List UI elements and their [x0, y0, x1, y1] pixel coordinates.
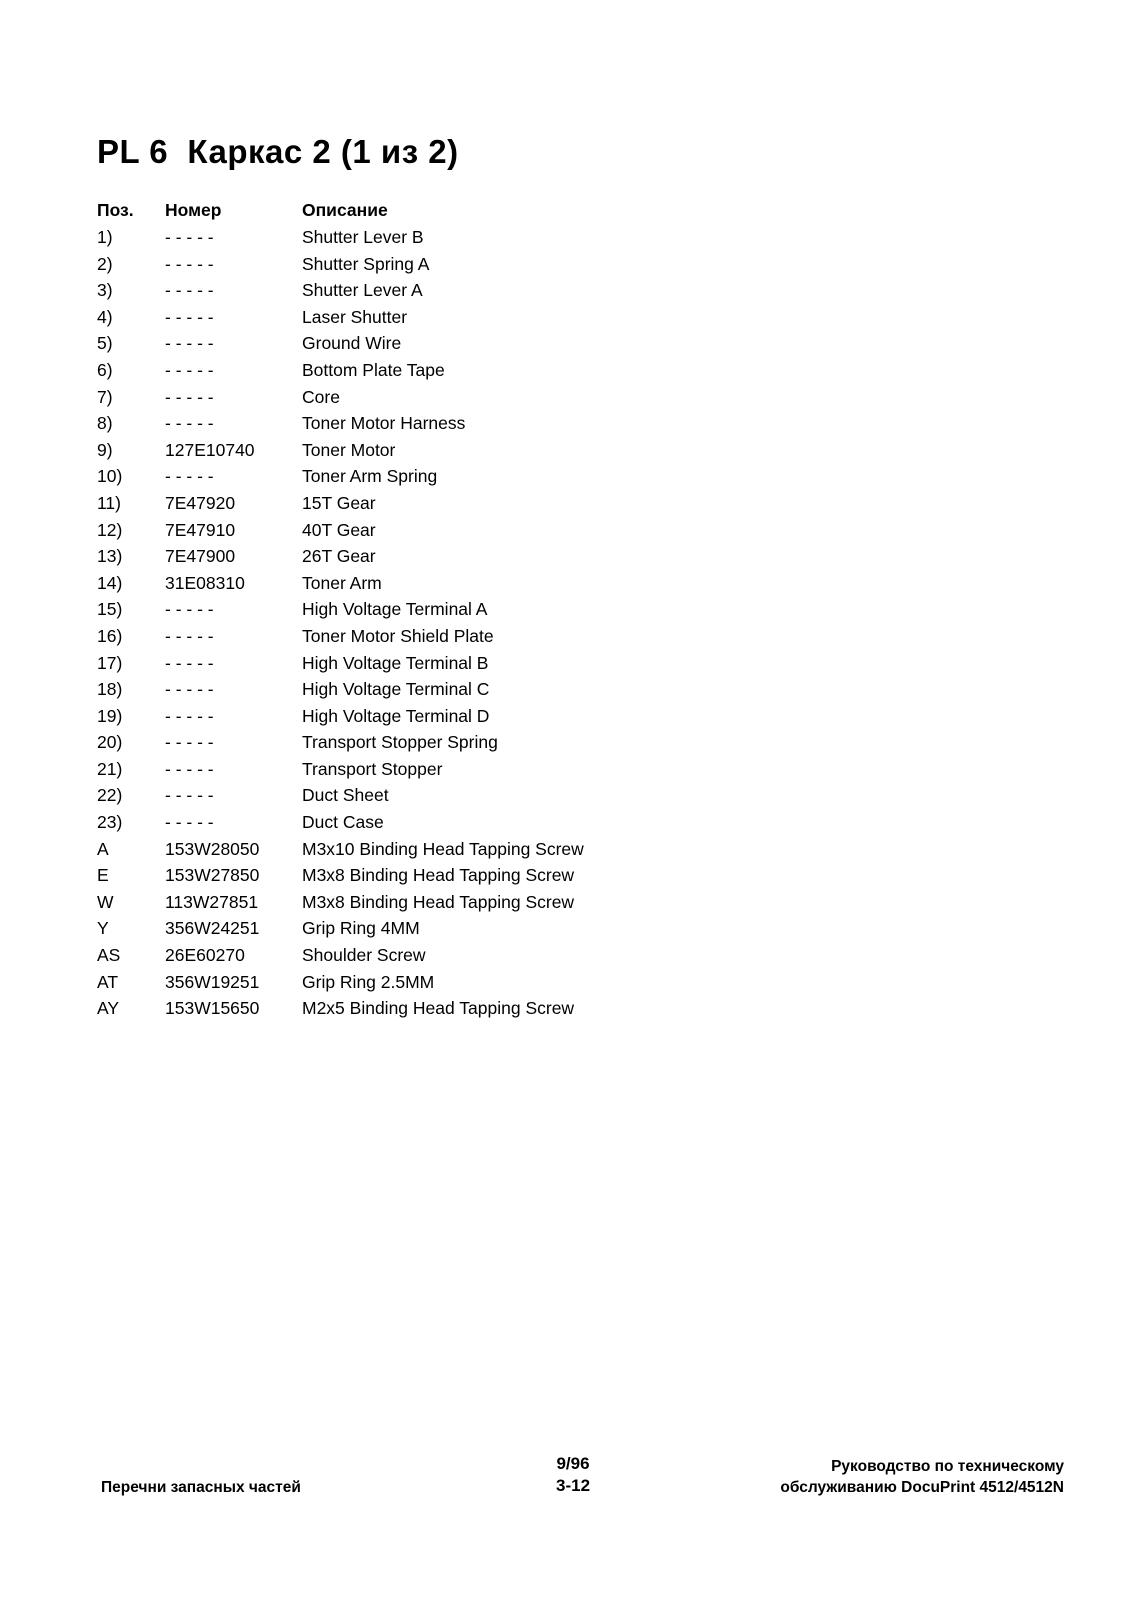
row-pos: 6) — [97, 359, 113, 380]
table-row — [97, 703, 662, 730]
row-pos: AY — [97, 998, 120, 1019]
row-part-number: - - - - - — [165, 625, 214, 646]
row-pos: E — [97, 865, 109, 886]
parts-table — [97, 197, 662, 1022]
row-description: M3x10 Binding Head Tapping Screw — [302, 838, 584, 859]
row-pos: 5) — [97, 333, 113, 354]
row-part-number: - - - - - — [165, 599, 214, 620]
footer-manual-title — [780, 1456, 1064, 1498]
row-part-number: 113W27851 — [165, 891, 259, 912]
row-description: 40T Gear — [302, 519, 376, 540]
row-description: Shoulder Screw — [302, 945, 426, 966]
row-part-number: 127E10740 — [165, 439, 255, 460]
table-row — [97, 384, 662, 411]
table-row — [97, 596, 662, 623]
row-part-number: - - - - - — [165, 280, 214, 301]
row-pos: 15) — [97, 599, 123, 620]
row-description: Duct Sheet — [302, 785, 389, 806]
table-row — [97, 224, 662, 251]
row-part-number: - - - - - — [165, 413, 214, 434]
row-part-number: - - - - - — [165, 732, 214, 753]
row-description: Shutter Lever A — [302, 280, 423, 301]
row-description: 15T Gear — [302, 492, 376, 513]
row-part-number: - - - - - — [165, 679, 214, 700]
table-row — [97, 410, 662, 437]
row-description: Transport Stopper — [302, 758, 443, 779]
row-pos: A — [97, 838, 109, 859]
table-row — [97, 543, 662, 570]
row-description: Toner Motor Harness — [302, 413, 466, 434]
row-description: High Voltage Terminal C — [302, 679, 490, 700]
row-description: Shutter Lever B — [302, 227, 424, 247]
row-pos: 10) — [97, 466, 123, 487]
header-pos: Поз. — [97, 200, 134, 221]
row-description: 26T Gear — [302, 546, 376, 567]
table-row — [97, 437, 662, 464]
row-part-number: 153W15650 — [165, 998, 260, 1019]
header-description: Описание — [302, 200, 388, 221]
row-pos: 2) — [97, 253, 113, 274]
row-description: Shutter Spring A — [302, 253, 430, 274]
table-row — [97, 995, 662, 1022]
row-description: High Voltage Terminal A — [302, 599, 488, 620]
row-part-number: 7E47900 — [165, 546, 236, 567]
table-row — [97, 463, 662, 490]
row-part-number: 7E47910 — [165, 519, 236, 540]
row-pos: 3) — [97, 280, 113, 301]
row-pos: 12) — [97, 519, 123, 540]
header-number: Номер — [165, 200, 222, 221]
table-row — [97, 330, 662, 357]
table-header-row — [97, 197, 662, 224]
row-part-number: - - - - - — [165, 386, 214, 407]
row-description: High Voltage Terminal D — [302, 705, 490, 726]
table-row — [97, 729, 662, 756]
table-row — [97, 676, 662, 703]
row-description: Toner Motor Shield Plate — [302, 625, 494, 646]
row-description: Duct Case — [302, 812, 384, 833]
table-row — [97, 836, 662, 863]
row-description: Toner Arm Spring — [302, 466, 438, 487]
row-description: Grip Ring 4MM — [302, 918, 420, 939]
row-part-number: 31E08310 — [165, 572, 245, 593]
footer-date: 9/96 — [556, 1454, 590, 1473]
row-description: M2x5 Binding Head Tapping Screw — [302, 998, 575, 1019]
row-part-number: - - - - - — [165, 785, 214, 806]
row-pos: Y — [97, 918, 109, 939]
table-row — [97, 277, 662, 304]
row-description: Toner Motor — [302, 439, 396, 460]
row-part-number: - - - - - — [165, 705, 214, 726]
row-description: Toner Arm — [302, 572, 382, 593]
row-description: Bottom Plate Tape — [302, 359, 445, 380]
table-row — [97, 862, 662, 889]
row-part-number: - - - - - — [165, 333, 214, 354]
row-pos: 16) — [97, 625, 123, 646]
row-pos: AT — [97, 971, 119, 992]
page-title: PL 6 Каркас 2 (1 из 2) — [97, 133, 459, 170]
table-row — [97, 756, 662, 783]
row-pos: 9) — [97, 439, 113, 460]
footer-page-info — [556, 1453, 590, 1497]
row-part-number: - - - - - — [165, 652, 214, 673]
table-row — [97, 650, 662, 677]
table-row — [97, 969, 662, 996]
row-pos: 21) — [97, 758, 123, 779]
row-pos: AS — [97, 945, 121, 966]
row-pos: 1) — [97, 227, 113, 247]
row-pos: 18) — [97, 679, 123, 700]
row-pos: 20) — [97, 732, 123, 753]
row-description: M3x8 Binding Head Tapping Screw — [302, 891, 575, 912]
row-pos: 11) — [97, 492, 121, 513]
table-row — [97, 517, 662, 544]
row-pos: 4) — [97, 306, 113, 327]
table-row — [97, 942, 662, 969]
row-part-number: - - - - - — [165, 812, 214, 833]
row-part-number: 153W27850 — [165, 865, 260, 886]
row-pos: 17) — [97, 652, 123, 673]
row-part-number: 153W28050 — [165, 838, 260, 859]
row-description: Core — [302, 386, 340, 407]
row-description: Grip Ring 2.5MM — [302, 971, 435, 992]
table-row — [97, 623, 662, 650]
table-row — [97, 251, 662, 278]
footer-manual-line1: Руководство по техническому — [831, 1458, 1064, 1475]
table-row — [97, 809, 662, 836]
table-row — [97, 915, 662, 942]
table-row — [97, 357, 662, 384]
row-pos: 7) — [97, 386, 113, 407]
row-part-number: - - - - - — [165, 253, 214, 274]
row-pos: 14) — [97, 572, 123, 593]
footer-manual-line2: обслуживанию DocuPrint 4512/4512N — [780, 1479, 1064, 1496]
row-part-number: - - - - - — [165, 306, 214, 327]
row-pos: W — [97, 891, 114, 912]
row-part-number: - - - - - — [165, 359, 214, 380]
row-part-number: 7E47920 — [165, 492, 236, 513]
parts-table-body — [97, 224, 662, 1022]
row-part-number: - - - - - — [165, 466, 214, 487]
row-part-number: 356W19251 — [165, 971, 260, 992]
row-pos: 13) — [97, 546, 123, 567]
table-row — [97, 490, 662, 517]
row-description: High Voltage Terminal B — [302, 652, 489, 673]
row-description: M3x8 Binding Head Tapping Screw — [302, 865, 575, 886]
table-row — [97, 782, 662, 809]
row-part-number: - - - - - — [165, 227, 214, 247]
row-part-number: - - - - - — [165, 758, 214, 779]
row-description: Laser Shutter — [302, 306, 408, 327]
row-pos: 23) — [97, 812, 123, 833]
row-description: Transport Stopper Spring — [302, 732, 498, 753]
row-part-number: 26E60270 — [165, 945, 245, 966]
row-pos: 19) — [97, 705, 123, 726]
footer-page-number: 3-12 — [556, 1476, 591, 1495]
table-row — [97, 570, 662, 597]
row-part-number: 356W24251 — [165, 918, 260, 939]
row-pos: 8) — [97, 413, 113, 434]
row-pos: 22) — [97, 785, 123, 806]
row-description: Ground Wire — [302, 333, 402, 354]
table-row — [97, 304, 662, 331]
footer-section-title: Перечни запасных частей — [101, 1479, 301, 1496]
table-row — [97, 889, 662, 916]
